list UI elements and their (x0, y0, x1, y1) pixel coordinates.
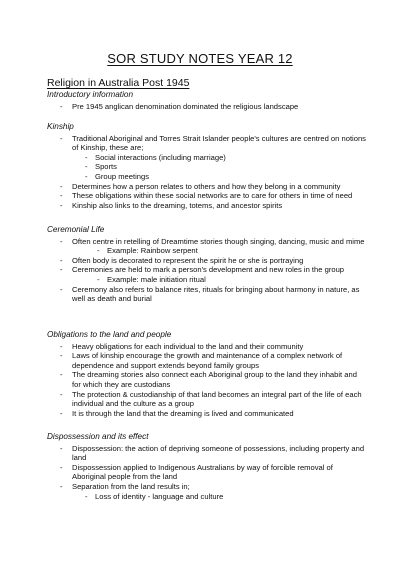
bullet-item: - Kinship also links to the dreaming, totems, and ancestor spirits (47, 201, 367, 211)
sub-bullet-item: - Sports (47, 162, 367, 172)
bullet-item: - The protection & custodianship of that land becomes an integral part of the life of each individual and the culture as a group (47, 390, 367, 409)
bullet-item: - These obligations within these social networks are to care for others in time of need (47, 191, 367, 201)
document-title: SOR STUDY NOTES YEAR 12 (107, 51, 293, 66)
bullet-item: - Often centre in retelling of Dreamtime stories though singing, dancing, music and mime (47, 237, 367, 247)
bullet-item: - The dreaming stories also connect each Aboriginal group to the land they inhabit and for which they are custodians (47, 370, 367, 389)
section-ceremonial-life (47, 225, 367, 304)
bullet-item: - Dispossession applied to Indigenous Australians by way of forcible removal of Aboriginal people from the land (47, 463, 367, 482)
sub-bullet-item: - Social interactions (including marriage) (47, 153, 367, 163)
sub-bullet-item: - Example: Rainbow serpent (47, 246, 367, 256)
sub-bullet-item: - Group meetings (47, 172, 367, 182)
section-obligations (47, 330, 367, 418)
bullet-item: - Separation from the land results in; (47, 482, 367, 492)
main-heading: Religion in Australia Post 1945 (47, 77, 190, 89)
section-dispossession (47, 432, 367, 501)
section-title: Dispossession and its effect (47, 432, 149, 441)
bullet-item: - Traditional Aboriginal and Torres Strait Islander people's cultures are centred on notions of Kinship, these are; (47, 134, 367, 153)
bullet-item: - Often body is decorated to represent the spirit he or she is portraying (47, 256, 367, 266)
section-title: Obligations to the land and people (47, 330, 172, 339)
sub-bullet-item: - Example: male initiation ritual (47, 275, 367, 285)
bullet-item: - Ceremonies are held to mark a person's development and new roles in the group (47, 265, 367, 275)
section-introductory-information (47, 90, 367, 111)
section-kinship (47, 122, 367, 210)
section-title: Ceremonial Life (47, 225, 105, 234)
bullet-item: - Ceremony also refers to balance rites, rituals for bringing about harmony in nature, as well as death and burial (47, 285, 367, 304)
section-title: Kinship (47, 122, 74, 131)
sub-bullet-item: - Loss of identity - language and culture (47, 492, 367, 502)
bullet-item: - Determines how a person relates to others and how they belong in a community (47, 182, 367, 192)
bullet-item: - Heavy obligations for each individual to the land and their community (47, 342, 367, 352)
bullet-item: - Pre 1945 anglican denomination dominated the religious landscape (47, 102, 367, 112)
bullet-item: - Laws of kinship encourage the growth and maintenance of a complex network of dependence and support extends beyond family groups (47, 351, 367, 370)
section-title: Introductory information (47, 90, 134, 99)
bullet-item: - It is through the land that the dreaming is lived and communicated (47, 409, 367, 419)
bullet-item: - Dispossession: the action of depriving someone of possessions, including property and land (47, 444, 367, 463)
